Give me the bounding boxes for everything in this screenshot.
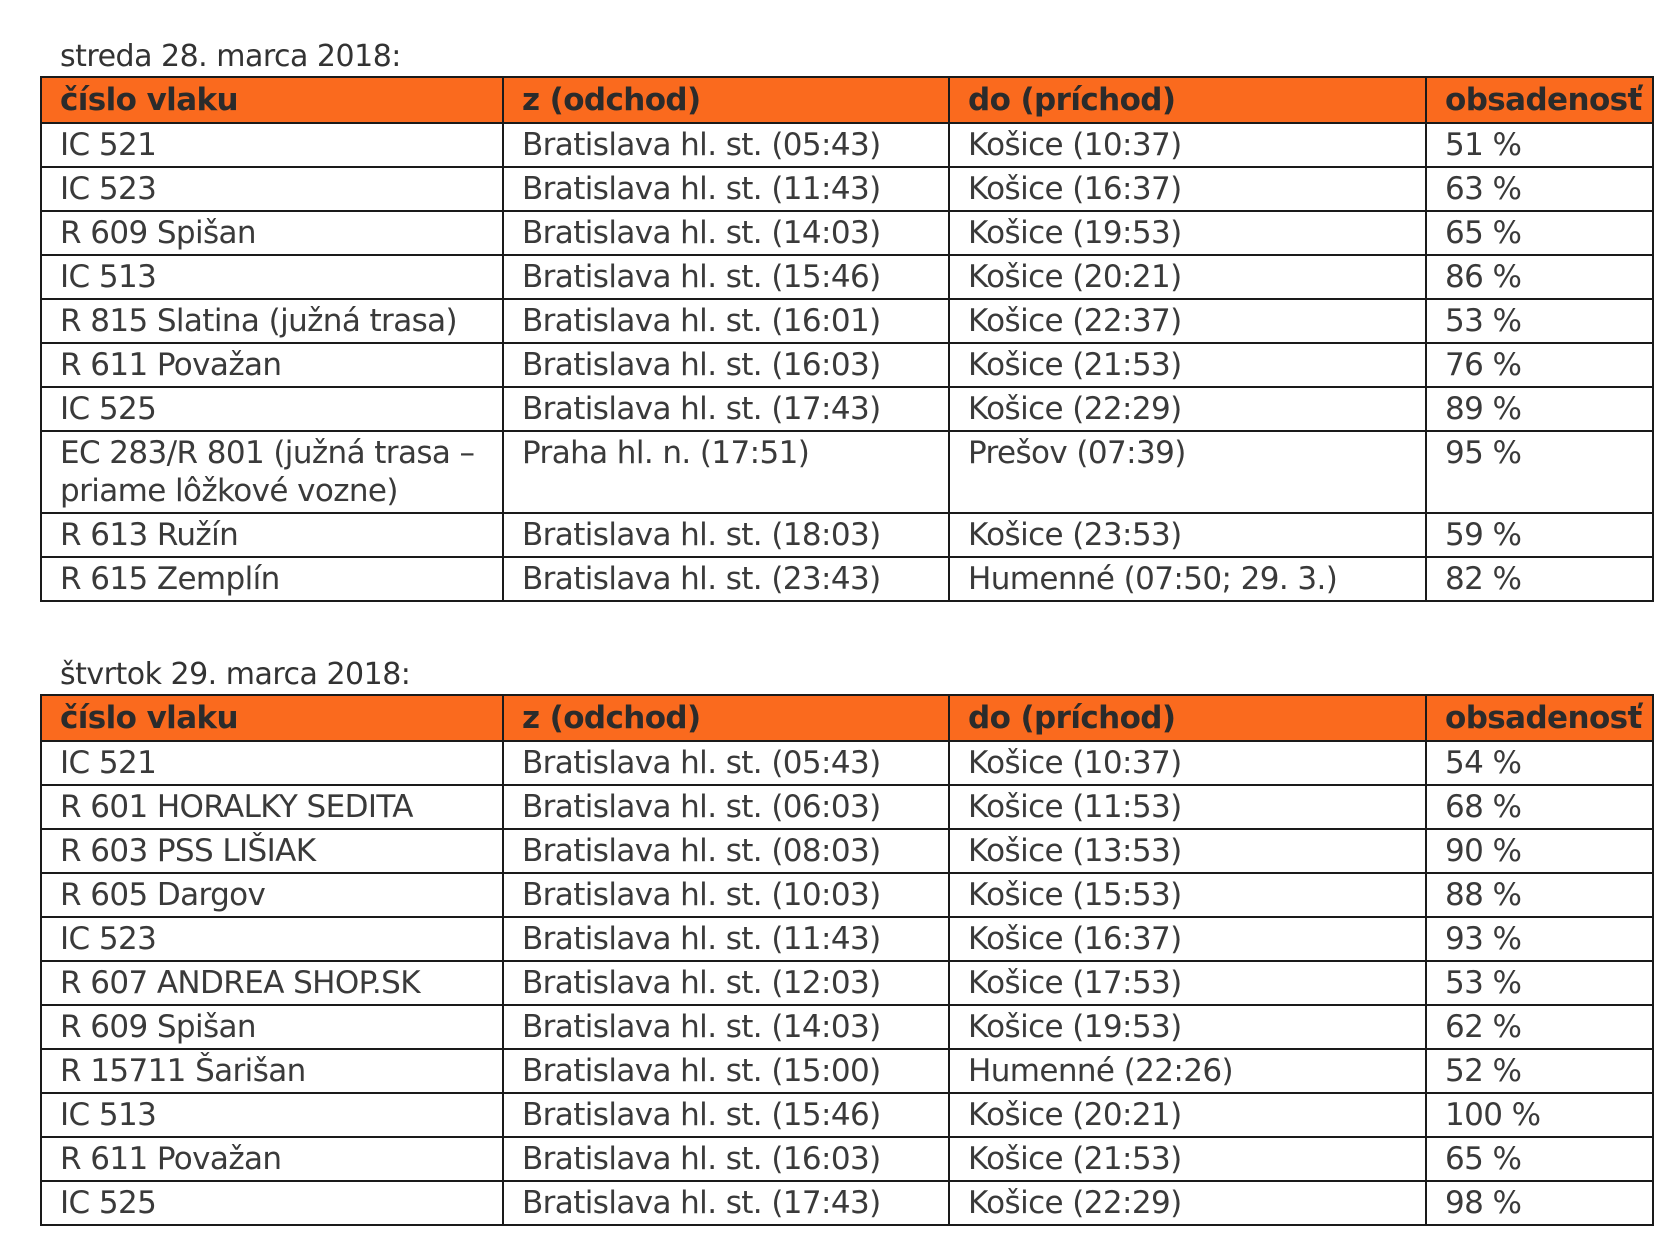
arrival-cell: Košice (10:37) [949, 741, 1426, 785]
arrival-cell: Košice (15:53) [949, 873, 1426, 917]
train-cell: R 603 PSS LIŠIAK [41, 829, 503, 873]
arrival-cell: Humenné (07:50; 29. 3.) [949, 557, 1426, 601]
departure-cell: Bratislava hl. st. (18:03) [503, 513, 949, 557]
occupancy-cell: 52 % [1426, 1049, 1653, 1093]
occupancy-cell: 90 % [1426, 829, 1653, 873]
occupancy-cell: 98 % [1426, 1181, 1653, 1225]
occupancy-cell: 53 % [1426, 299, 1653, 343]
occupancy-cell: 53 % [1426, 961, 1653, 1005]
train-cell: R 613 Ružín [41, 513, 503, 557]
occupancy-cell: 54 % [1426, 741, 1653, 785]
train-cell: IC 521 [41, 123, 503, 167]
table-row [41, 785, 1653, 829]
table-row [41, 1181, 1653, 1225]
train-cell: R 615 Zemplín [41, 557, 503, 601]
train-cell: R 601 HORALKY SEDITA [41, 785, 503, 829]
table-row [41, 387, 1653, 431]
arrival-cell: Košice (16:37) [949, 167, 1426, 211]
departure-cell: Bratislava hl. st. (11:43) [503, 167, 949, 211]
arrival-cell: Košice (21:53) [949, 343, 1426, 387]
arrival-cell: Košice (22:29) [949, 1181, 1426, 1225]
arrival-cell: Košice (16:37) [949, 917, 1426, 961]
train-cell: R 605 Dargov [41, 873, 503, 917]
occupancy-cell: 95 % [1426, 431, 1653, 513]
table-row [41, 1049, 1653, 1093]
occupancy-table [40, 694, 1654, 1226]
departure-cell: Bratislava hl. st. (05:43) [503, 741, 949, 785]
occupancy-cell: 100 % [1426, 1093, 1653, 1137]
arrival-cell: Košice (13:53) [949, 829, 1426, 873]
train-cell: IC 525 [41, 387, 503, 431]
departure-cell: Praha hl. n. (17:51) [503, 431, 949, 513]
departure-cell: Bratislava hl. st. (05:43) [503, 123, 949, 167]
table-header-row [41, 695, 1653, 741]
table-header-row [41, 77, 1653, 123]
occupancy-cell: 51 % [1426, 123, 1653, 167]
train-cell: R 611 Považan [41, 343, 503, 387]
departure-cell: Bratislava hl. st. (16:03) [503, 1137, 949, 1181]
arrival-cell: Košice (23:53) [949, 513, 1426, 557]
table-row [41, 431, 1653, 513]
arrival-cell: Košice (17:53) [949, 961, 1426, 1005]
departure-cell: Bratislava hl. st. (11:43) [503, 917, 949, 961]
departure-cell: Bratislava hl. st. (23:43) [503, 557, 949, 601]
train-cell: IC 523 [41, 917, 503, 961]
schedule-section-wednesday [40, 38, 1652, 602]
occupancy-cell: 59 % [1426, 513, 1653, 557]
departure-cell: Bratislava hl. st. (12:03) [503, 961, 949, 1005]
table-row [41, 741, 1653, 785]
table-row [41, 1137, 1653, 1181]
train-cell: IC 513 [41, 1093, 503, 1137]
occupancy-table [40, 76, 1654, 602]
arrival-cell: Košice (10:37) [949, 123, 1426, 167]
occupancy-cell: 86 % [1426, 255, 1653, 299]
arrival-cell: Košice (19:53) [949, 1005, 1426, 1049]
train-cell: R 607 ANDREA SHOP.SK [41, 961, 503, 1005]
table-row [41, 1005, 1653, 1049]
train-cell: IC 521 [41, 741, 503, 785]
arrival-cell: Prešov (07:39) [949, 431, 1426, 513]
departure-cell: Bratislava hl. st. (08:03) [503, 829, 949, 873]
table-row [41, 299, 1653, 343]
schedule-section-thursday [40, 656, 1652, 1226]
header-arrival: do (príchod) [949, 77, 1426, 123]
departure-cell: Bratislava hl. st. (06:03) [503, 785, 949, 829]
occupancy-cell: 65 % [1426, 211, 1653, 255]
occupancy-cell: 88 % [1426, 873, 1653, 917]
table-row [41, 829, 1653, 873]
occupancy-cell: 65 % [1426, 1137, 1653, 1181]
train-cell: IC 513 [41, 255, 503, 299]
departure-cell: Bratislava hl. st. (17:43) [503, 387, 949, 431]
train-cell: IC 523 [41, 167, 503, 211]
table-row [41, 961, 1653, 1005]
occupancy-cell: 76 % [1426, 343, 1653, 387]
occupancy-cell: 82 % [1426, 557, 1653, 601]
train-cell: EC 283/R 801 (južná trasa – priame lôžkové vozne) [41, 431, 503, 513]
departure-cell: Bratislava hl. st. (16:03) [503, 343, 949, 387]
table-row [41, 557, 1653, 601]
header-occupancy: obsadenosť [1426, 77, 1653, 123]
train-cell: R 609 Spišan [41, 1005, 503, 1049]
arrival-cell: Košice (21:53) [949, 1137, 1426, 1181]
table-row [41, 873, 1653, 917]
table-row [41, 123, 1653, 167]
train-cell: R 15711 Šarišan [41, 1049, 503, 1093]
departure-cell: Bratislava hl. st. (14:03) [503, 211, 949, 255]
table-row [41, 917, 1653, 961]
table-row [41, 167, 1653, 211]
train-cell: R 609 Spišan [41, 211, 503, 255]
header-arrival: do (príchod) [949, 695, 1426, 741]
table-row [41, 1093, 1653, 1137]
occupancy-cell: 93 % [1426, 917, 1653, 961]
occupancy-cell: 89 % [1426, 387, 1653, 431]
arrival-cell: Košice (20:21) [949, 1093, 1426, 1137]
train-cell: R 611 Považan [41, 1137, 503, 1181]
day-caption: štvrtok 29. marca 2018: [60, 657, 411, 692]
table-row [41, 513, 1653, 557]
departure-cell: Bratislava hl. st. (16:01) [503, 299, 949, 343]
table-row [41, 255, 1653, 299]
header-departure: z (odchod) [503, 695, 949, 741]
departure-cell: Bratislava hl. st. (10:03) [503, 873, 949, 917]
departure-cell: Bratislava hl. st. (15:00) [503, 1049, 949, 1093]
train-cell: R 815 Slatina (južná trasa) [41, 299, 503, 343]
occupancy-cell: 63 % [1426, 167, 1653, 211]
day-caption: streda 28. marca 2018: [60, 39, 401, 74]
arrival-cell: Košice (20:21) [949, 255, 1426, 299]
table-row [41, 343, 1653, 387]
departure-cell: Bratislava hl. st. (17:43) [503, 1181, 949, 1225]
arrival-cell: Košice (11:53) [949, 785, 1426, 829]
header-train-number: číslo vlaku [41, 77, 503, 123]
departure-cell: Bratislava hl. st. (15:46) [503, 255, 949, 299]
arrival-cell: Humenné (22:26) [949, 1049, 1426, 1093]
arrival-cell: Košice (22:37) [949, 299, 1426, 343]
header-train-number: číslo vlaku [41, 695, 503, 741]
arrival-cell: Košice (22:29) [949, 387, 1426, 431]
train-cell: IC 525 [41, 1181, 503, 1225]
departure-cell: Bratislava hl. st. (14:03) [503, 1005, 949, 1049]
departure-cell: Bratislava hl. st. (15:46) [503, 1093, 949, 1137]
table-row [41, 211, 1653, 255]
arrival-cell: Košice (19:53) [949, 211, 1426, 255]
occupancy-cell: 68 % [1426, 785, 1653, 829]
header-departure: z (odchod) [503, 77, 949, 123]
occupancy-cell: 62 % [1426, 1005, 1653, 1049]
header-occupancy: obsadenosť [1426, 695, 1653, 741]
